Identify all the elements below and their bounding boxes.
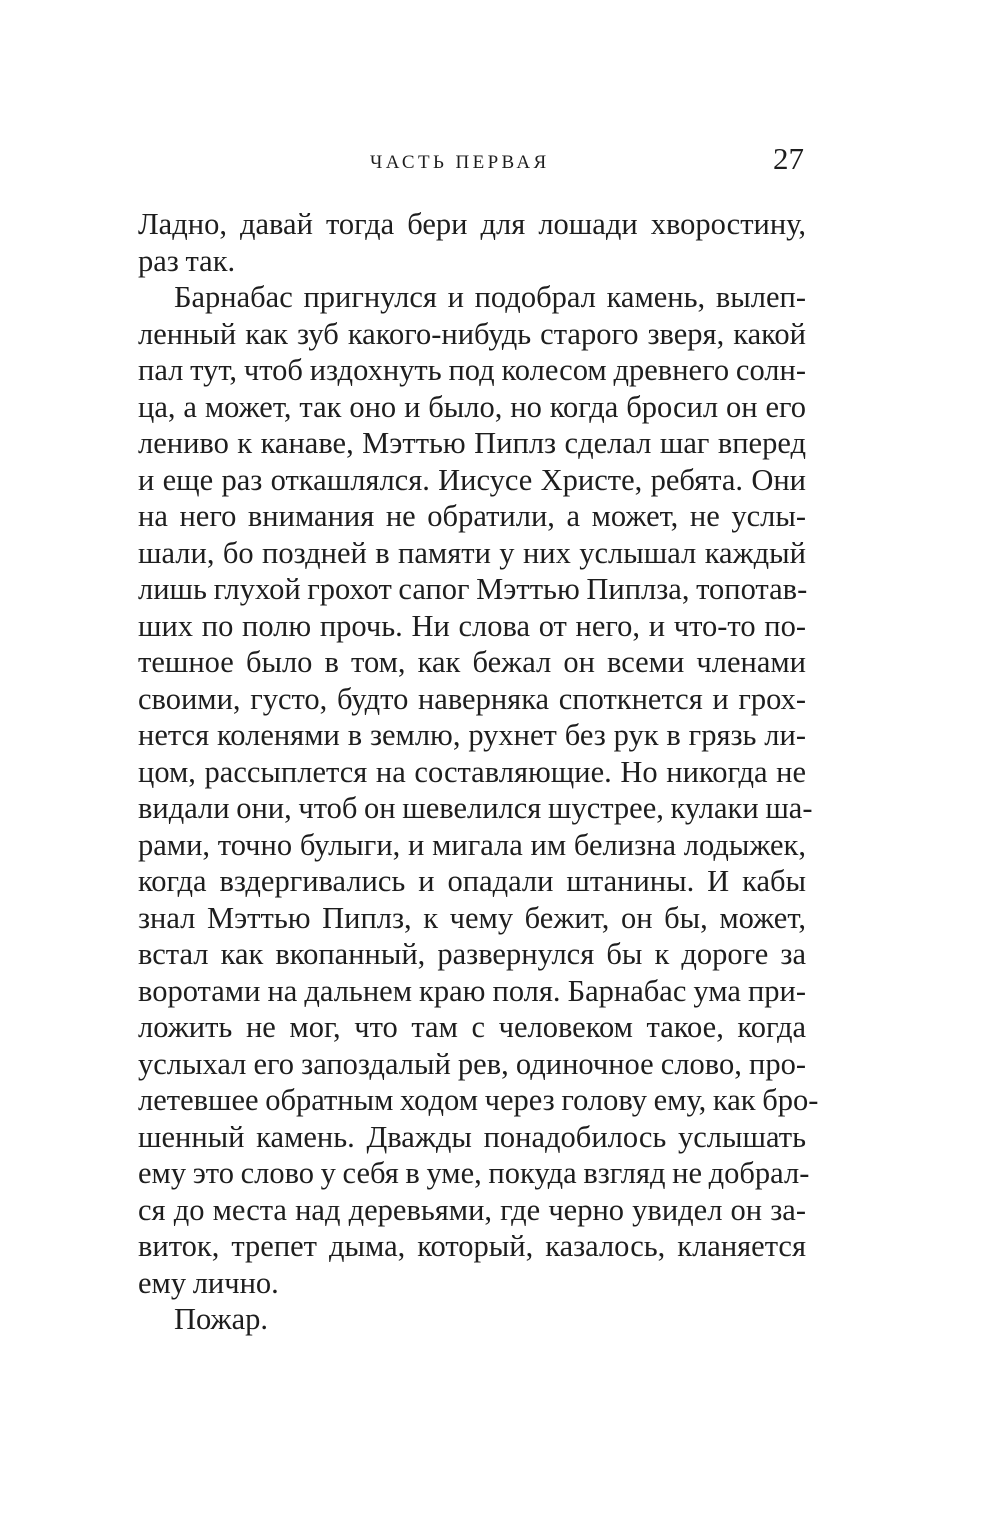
text-line: Пожар.: [174, 1302, 269, 1336]
body-text: [138, 206, 819, 1338]
running-head: ЧАСТЬ ПЕРВАЯ: [370, 152, 550, 173]
text-line: ца, а может, так оно и было, но когда бросил он его: [138, 389, 806, 424]
text-line: знал Мэттью Пиплз, к чему бежит, он бы, может,: [138, 900, 806, 935]
text-line: рами, точно булыги, и мигала им белизна лодыжек,: [138, 827, 806, 862]
text-line: тешное было в том, как бежал он всеми членами: [138, 645, 806, 679]
text-line: видали они, чтоб он шевелился шустрее, кулаки ша-: [138, 791, 813, 825]
text-line: раз так.: [138, 243, 236, 278]
text-line: ему лично.: [138, 1265, 279, 1300]
text-line: пал тут, чтоб издохнуть под колесом древнего солн-: [138, 353, 806, 387]
text-line: виток, трепет дыма, который, казалось, кланяется: [138, 1229, 806, 1263]
text-line: ся до места над деревьями, где черно увидел он за-: [138, 1192, 806, 1227]
text-line: цом, рассыплется на составляющие. Но никогда не: [138, 754, 806, 789]
text-line: ему это слово у себя в уме, покуда взгляд не добрал-: [138, 1156, 810, 1190]
text-line: когда вздергивались и опадали штанины. И кабы: [138, 864, 806, 898]
text-line: нется коленями в землю, рухнет без рук в грязь ли-: [138, 718, 806, 752]
page-number: 27: [773, 141, 804, 176]
text-line: ленный как зуб какого-нибудь старого зверя, какой: [138, 316, 806, 351]
text-line: услыхал его запоздалый рев, одиночное слово, про-: [138, 1046, 806, 1081]
text-line: летевшее обратным ходом через голову ему, как бро-: [138, 1083, 819, 1117]
text-line: Барнабас пригнулся и подобрал камень, вылеп-: [174, 280, 806, 314]
text-line: шенный камень. Дважды понадобилось услышать: [138, 1119, 806, 1154]
text-line: и еще раз откашлялся. Иисусе Христе, ребята. Они: [138, 462, 806, 497]
text-line: шали, бо поздней в памяти у них услышал каждый: [138, 535, 806, 570]
text-line: своими, густо, будто наверняка споткнется и грох-: [138, 681, 806, 716]
text-line: ших по полю прочь. Ни слова от него, и что-то по-: [138, 608, 806, 643]
text-line: воротами на дальнем краю поля. Барнабас ума при-: [138, 973, 806, 1008]
text-line: лениво к канаве, Мэттью Пиплз сделал шаг вперед: [138, 426, 806, 460]
text-line: на него внимания не обратили, а может, не услы-: [138, 499, 806, 533]
text-line: ложить не мог, что там с человеком такое, когда: [138, 1010, 806, 1044]
text-line: Ладно, давай тогда бери для лошади хворостину,: [138, 207, 806, 241]
text-line: встал как вкопанный, развернулся бы к дороге за: [138, 937, 806, 971]
text-line: лишь глухой грохот сапог Мэттью Пиплза, топотав-: [138, 572, 808, 606]
